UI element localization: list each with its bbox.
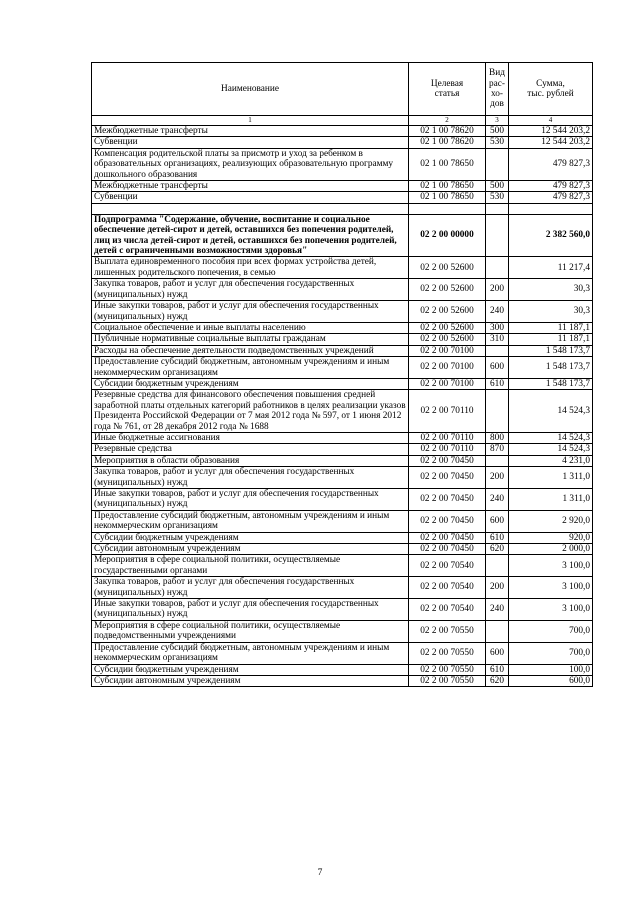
cell-name: Резервные средства xyxy=(92,444,409,455)
cell-name: Расходы на обеспечение деятельности подведомственных учреждений xyxy=(92,345,409,356)
cell-expense-type: 240 xyxy=(486,599,509,621)
cell-amount: 14 524,3 xyxy=(509,432,593,443)
cell-name: Субвенции xyxy=(92,137,409,148)
cell-target-article: 02 2 00 52600 xyxy=(409,279,486,301)
cell-target-article: 02 2 00 70550 xyxy=(409,675,486,686)
header-kind: Вид рас- хо- дов xyxy=(486,63,509,116)
cell-target-article: 02 2 00 70450 xyxy=(409,510,486,532)
cell-target-article: 02 2 00 70110 xyxy=(409,444,486,455)
cell-target-article: 02 2 00 52600 xyxy=(409,301,486,323)
cell-expense-type: 600 xyxy=(486,357,509,379)
table-row xyxy=(92,148,593,180)
table-row xyxy=(92,455,593,466)
cell-expense-type xyxy=(486,257,509,279)
cell-amount: 30,3 xyxy=(509,301,593,323)
cell-expense-type: 610 xyxy=(486,664,509,675)
table-row xyxy=(92,181,593,192)
cell-target-article: 02 2 00 70110 xyxy=(409,432,486,443)
cell-target-article: 02 1 00 78650 xyxy=(409,181,486,192)
cell-target-article: 02 2 00 70100 xyxy=(409,378,486,389)
cell-expense-type: 870 xyxy=(486,444,509,455)
cell-amount: 479 827,3 xyxy=(509,148,593,180)
table-row xyxy=(92,432,593,443)
cell-name: Субсидии бюджетным учреждениям xyxy=(92,532,409,543)
cell-amount: 920,0 xyxy=(509,532,593,543)
cell-target-article: 02 1 00 78620 xyxy=(409,126,486,137)
cell-amount: 11 187,1 xyxy=(509,334,593,345)
cell-expense-type: 800 xyxy=(486,432,509,443)
cell-target-article: 02 1 00 78650 xyxy=(409,192,486,203)
cell-target-article: 02 2 00 70550 xyxy=(409,620,486,642)
cell-expense-type: 500 xyxy=(486,126,509,137)
cell-amount: 1 548 173,7 xyxy=(509,357,593,379)
cell-name: Резервные средства для финансового обеспечения повышения средней заработной платы отдельных категорий работников в целях реализации указов Президента Российской Федерации от 7 мая 2012 года № 597, от 1 июня 2012 года № 761, от 28 декабря 2012 года № 1688 xyxy=(92,390,409,433)
cell-expense-type xyxy=(486,214,509,257)
cell-name: Субсидии бюджетным учреждениям xyxy=(92,378,409,389)
cell-name: Иные закупки товаров, работ и услуг для обеспечения государственных (муниципальных) нужд xyxy=(92,489,409,511)
column-number-4: 4 xyxy=(509,116,593,126)
cell-amount: 4 231,0 xyxy=(509,455,593,466)
cell-name: Мероприятия в области образования xyxy=(92,455,409,466)
cell-name: Иные бюджетные ассигнования xyxy=(92,432,409,443)
table-row xyxy=(92,137,593,148)
cell-name: Закупка товаров, работ и услуг для обеспечения государственных (муниципальных) нужд xyxy=(92,577,409,599)
table-row xyxy=(92,544,593,555)
cell-target-article: 02 2 00 52600 xyxy=(409,334,486,345)
table-row xyxy=(92,555,593,577)
cell-amount: 1 311,0 xyxy=(509,467,593,489)
table-row xyxy=(92,532,593,543)
cell-amount: 1 548 173,7 xyxy=(509,378,593,389)
cell-amount: 479 827,3 xyxy=(509,192,593,203)
cell-amount: 2 920,0 xyxy=(509,510,593,532)
cell-target-article: 02 2 00 70450 xyxy=(409,455,486,466)
table-row xyxy=(92,675,593,686)
cell-amount: 14 524,3 xyxy=(509,444,593,455)
cell-expense-type: 600 xyxy=(486,642,509,664)
table-row xyxy=(92,192,593,203)
table-row xyxy=(92,577,593,599)
cell-expense-type: 600 xyxy=(486,510,509,532)
table-row xyxy=(92,599,593,621)
column-number-2: 2 xyxy=(409,116,486,126)
cell-name: Закупка товаров, работ и услуг для обеспечения государственных (муниципальных) нужд xyxy=(92,279,409,301)
cell-expense-type: 500 xyxy=(486,181,509,192)
cell-target-article: 02 2 00 70450 xyxy=(409,544,486,555)
cell-target-article: 02 2 00 70450 xyxy=(409,532,486,543)
cell-target-article: 02 2 00 52600 xyxy=(409,257,486,279)
header-code: Целевая статья xyxy=(409,63,486,116)
cell-expense-type xyxy=(486,620,509,642)
header-name: Наименование xyxy=(92,63,409,116)
cell-expense-type xyxy=(486,555,509,577)
table-row xyxy=(92,489,593,511)
cell-target-article: 02 2 00 70540 xyxy=(409,555,486,577)
table-row xyxy=(92,126,593,137)
cell-amount: 2 382 560,0 xyxy=(509,214,593,257)
cell-amount: 1 548 173,7 xyxy=(509,345,593,356)
cell-amount: 11 187,1 xyxy=(509,322,593,333)
table-row xyxy=(92,334,593,345)
cell-amount: 12 544 203,2 xyxy=(509,137,593,148)
cell-target-article: 02 1 00 78620 xyxy=(409,137,486,148)
cell-name: Мероприятия в сфере социальной политики, осуществляемые государственными органами xyxy=(92,555,409,577)
cell-amount: 14 524,3 xyxy=(509,390,593,433)
cell-expense-type: 300 xyxy=(486,322,509,333)
cell-target-article: 02 2 00 70450 xyxy=(409,467,486,489)
cell-amount: 100,0 xyxy=(509,664,593,675)
cell-target-article: 02 2 00 70450 xyxy=(409,489,486,511)
cell-amount: 3 100,0 xyxy=(509,577,593,599)
table-row xyxy=(92,664,593,675)
table-row xyxy=(92,345,593,356)
cell-name xyxy=(92,203,409,214)
cell-name: Предоставление субсидий бюджетным, автономным учреждениям и иным некоммерческим организациям xyxy=(92,357,409,379)
cell-name: Мероприятия в сфере социальной политики, осуществляемые подведомственными учреждениями xyxy=(92,620,409,642)
cell-expense-type: 610 xyxy=(486,532,509,543)
budget-table xyxy=(91,62,593,687)
table-row xyxy=(92,257,593,279)
cell-expense-type: 610 xyxy=(486,378,509,389)
cell-amount: 30,3 xyxy=(509,279,593,301)
cell-target-article: 02 2 00 70550 xyxy=(409,642,486,664)
cell-expense-type xyxy=(486,455,509,466)
cell-amount: 479 827,3 xyxy=(509,181,593,192)
cell-expense-type: 620 xyxy=(486,544,509,555)
cell-amount: 600,0 xyxy=(509,675,593,686)
cell-expense-type: 200 xyxy=(486,467,509,489)
cell-amount: 700,0 xyxy=(509,620,593,642)
cell-expense-type xyxy=(486,345,509,356)
table-row xyxy=(92,322,593,333)
cell-target-article: 02 2 00 00000 xyxy=(409,214,486,257)
table-row xyxy=(92,390,593,433)
cell-name: Выплата единовременного пособия при всех формах устройства детей, лишенных родительского попечения, в семью xyxy=(92,257,409,279)
cell-name: Межбюджетные трансферты xyxy=(92,181,409,192)
cell-amount: 3 100,0 xyxy=(509,555,593,577)
cell-target-article: 02 2 00 70100 xyxy=(409,345,486,356)
table-row xyxy=(92,467,593,489)
page-number: 7 xyxy=(317,868,323,878)
cell-name: Субсидии автономным учреждениям xyxy=(92,544,409,555)
cell-name: Иные закупки товаров, работ и услуг для обеспечения государственных (муниципальных) нужд xyxy=(92,599,409,621)
table-body xyxy=(92,126,593,687)
cell-expense-type: 620 xyxy=(486,675,509,686)
spacer-row xyxy=(92,203,593,214)
cell-name: Предоставление субсидий бюджетным, автономным учреждениям и иным некоммерческим организациям xyxy=(92,510,409,532)
cell-target-article: 02 2 00 70540 xyxy=(409,577,486,599)
cell-amount: 2 000,0 xyxy=(509,544,593,555)
table-row xyxy=(92,444,593,455)
cell-expense-type: 200 xyxy=(486,577,509,599)
cell-name: Публичные нормативные социальные выплаты гражданам xyxy=(92,334,409,345)
cell-name: Межбюджетные трансферты xyxy=(92,126,409,137)
cell-name: Социальное обеспечение и иные выплаты населению xyxy=(92,322,409,333)
cell-expense-type: 240 xyxy=(486,489,509,511)
cell-name: Субсидии бюджетным учреждениям xyxy=(92,664,409,675)
cell-expense-type xyxy=(486,203,509,214)
cell-target-article: 02 2 00 52600 xyxy=(409,322,486,333)
cell-amount: 12 544 203,2 xyxy=(509,126,593,137)
table-header xyxy=(92,63,593,126)
budget-sheet xyxy=(91,62,592,687)
cell-amount: 3 100,0 xyxy=(509,599,593,621)
table-row xyxy=(92,357,593,379)
cell-target-article xyxy=(409,203,486,214)
cell-expense-type: 530 xyxy=(486,137,509,148)
cell-amount: 1 311,0 xyxy=(509,489,593,511)
cell-name: Субсидии автономным учреждениям xyxy=(92,675,409,686)
cell-name: Подпрограмма "Содержание, обучение, воспитание и социальное обеспечение детей-сирот и детей, оставшихся без попечения родителей, лиц из числа детей-сирот и детей, оставшихся без попечения родителей, детей с ограниченными возможностями здоровья" xyxy=(92,214,409,257)
cell-amount: 11 217,4 xyxy=(509,257,593,279)
cell-amount xyxy=(509,203,593,214)
table-row xyxy=(92,510,593,532)
table-row xyxy=(92,642,593,664)
column-number-3: 3 xyxy=(486,116,509,126)
table-row xyxy=(92,279,593,301)
table-row xyxy=(92,301,593,323)
cell-target-article: 02 2 00 70110 xyxy=(409,390,486,433)
header-sum: Сумма, тыс. рублей xyxy=(509,63,593,116)
cell-name: Иные закупки товаров, работ и услуг для обеспечения государственных (муниципальных) нужд xyxy=(92,301,409,323)
cell-expense-type: 310 xyxy=(486,334,509,345)
cell-name: Компенсация родительской платы за присмотр и уход за ребенком в образовательных организациях, реализующих образовательную программу дошкольного образования xyxy=(92,148,409,180)
table-row xyxy=(92,620,593,642)
cell-expense-type xyxy=(486,390,509,433)
cell-target-article: 02 2 00 70100 xyxy=(409,357,486,379)
cell-expense-type: 240 xyxy=(486,301,509,323)
column-number-1: 1 xyxy=(92,116,409,126)
cell-amount: 700,0 xyxy=(509,642,593,664)
cell-target-article: 02 2 00 70550 xyxy=(409,664,486,675)
cell-expense-type: 530 xyxy=(486,192,509,203)
subprogram-row xyxy=(92,214,593,257)
cell-name: Закупка товаров, работ и услуг для обеспечения государственных (муниципальных) нужд xyxy=(92,467,409,489)
cell-name: Предоставление субсидий бюджетным, автономным учреждениям и иным некоммерческим организациям xyxy=(92,642,409,664)
cell-expense-type xyxy=(486,148,509,180)
table-row xyxy=(92,378,593,389)
cell-target-article: 02 1 00 78650 xyxy=(409,148,486,180)
cell-name: Субвенции xyxy=(92,192,409,203)
cell-expense-type: 200 xyxy=(486,279,509,301)
cell-target-article: 02 2 00 70540 xyxy=(409,599,486,621)
